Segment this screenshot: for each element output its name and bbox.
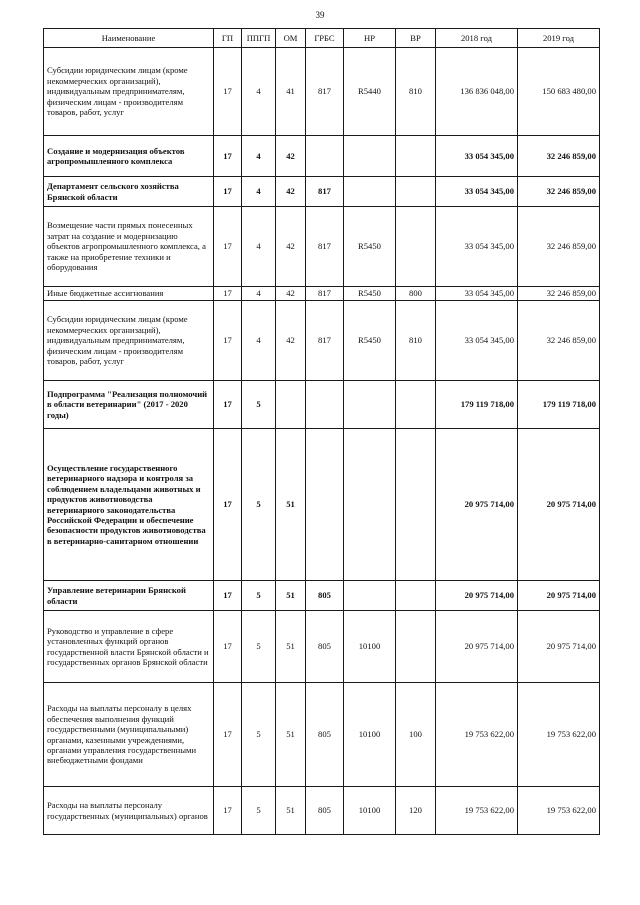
table-row [44, 581, 600, 611]
cell-vr: 120 [396, 787, 436, 835]
cell-2018: 20 975 714,00 [436, 611, 518, 683]
cell-vr [396, 381, 436, 429]
cell-2018: 33 054 345,00 [436, 177, 518, 207]
cell-name: Подпрограмма "Реализация полномочий в области ветеринарии" (2017 - 2020 годы) [44, 381, 214, 429]
cell-2018: 19 753 622,00 [436, 683, 518, 787]
table-row [44, 683, 600, 787]
table-row [44, 429, 600, 581]
column-header-gp: ГП [214, 29, 242, 48]
cell-ppgp: 4 [242, 136, 276, 177]
cell-gp: 17 [214, 48, 242, 136]
table-row [44, 207, 600, 287]
cell-name: Субсидии юридическим лицам (кроме некоммерческих организаций), индивидуальным предпринимателям, физическим лицам - производителям товаров, работ, услуг [44, 48, 214, 136]
cell-2018: 136 836 048,00 [436, 48, 518, 136]
cell-nr [344, 581, 396, 611]
cell-gp: 17 [214, 287, 242, 301]
cell-nr: 10100 [344, 787, 396, 835]
cell-ppgp: 5 [242, 611, 276, 683]
cell-ppgp: 4 [242, 207, 276, 287]
table-row [44, 48, 600, 136]
cell-grbs: 817 [306, 301, 344, 381]
column-header-grbs: ГРБС [306, 29, 344, 48]
cell-2018: 33 054 345,00 [436, 301, 518, 381]
table-row [44, 381, 600, 429]
table-row [44, 177, 600, 207]
cell-vr [396, 136, 436, 177]
cell-gp: 17 [214, 683, 242, 787]
cell-om: 51 [276, 683, 306, 787]
column-header-2018: 2018 год [436, 29, 518, 48]
column-header-vr: ВР [396, 29, 436, 48]
cell-2019: 20 975 714,00 [518, 429, 600, 581]
cell-2018: 33 054 345,00 [436, 287, 518, 301]
cell-grbs [306, 429, 344, 581]
column-header-name: Наименование [44, 29, 214, 48]
cell-gp: 17 [214, 581, 242, 611]
cell-2019: 19 753 622,00 [518, 683, 600, 787]
cell-gp: 17 [214, 611, 242, 683]
cell-grbs: 805 [306, 787, 344, 835]
cell-gp: 17 [214, 136, 242, 177]
cell-vr: 800 [396, 287, 436, 301]
cell-ppgp: 4 [242, 301, 276, 381]
cell-om: 42 [276, 136, 306, 177]
cell-nr: 10100 [344, 611, 396, 683]
cell-ppgp: 4 [242, 177, 276, 207]
cell-2018: 179 119 718,00 [436, 381, 518, 429]
cell-om: 51 [276, 611, 306, 683]
cell-name: Возмещение части прямых понесенных затрат на создание и модернизацию объектов агропромышленного комплекса, а также на приобретение техники и оборудования [44, 207, 214, 287]
table-row [44, 136, 600, 177]
cell-nr [344, 136, 396, 177]
cell-2019: 20 975 714,00 [518, 581, 600, 611]
cell-2018: 33 054 345,00 [436, 136, 518, 177]
table-row [44, 611, 600, 683]
cell-ppgp: 5 [242, 429, 276, 581]
cell-2019: 32 246 859,00 [518, 301, 600, 381]
table-header-row [44, 29, 600, 48]
cell-gp: 17 [214, 381, 242, 429]
cell-grbs: 817 [306, 48, 344, 136]
cell-vr [396, 207, 436, 287]
cell-name: Расходы на выплаты персоналу в целях обеспечения выполнения функций государственными (муниципальными) органами, казенными учреждениями, органами управления государственными внебюджетными фондами [44, 683, 214, 787]
cell-grbs: 805 [306, 581, 344, 611]
cell-name: Департамент сельского хозяйства Брянской области [44, 177, 214, 207]
table-row [44, 301, 600, 381]
table-row [44, 787, 600, 835]
cell-om: 41 [276, 48, 306, 136]
cell-vr: 100 [396, 683, 436, 787]
cell-name: Управление ветеринарии Брянской области [44, 581, 214, 611]
cell-nr: R5440 [344, 48, 396, 136]
cell-grbs [306, 381, 344, 429]
budget-table [43, 28, 600, 835]
cell-om: 42 [276, 177, 306, 207]
cell-grbs: 817 [306, 207, 344, 287]
cell-gp: 17 [214, 787, 242, 835]
cell-gp: 17 [214, 207, 242, 287]
cell-2019: 150 683 480,00 [518, 48, 600, 136]
cell-name: Субсидии юридическим лицам (кроме некоммерческих организаций), индивидуальным предпринимателям, физическим лицам - производителям товаров, работ, услуг [44, 301, 214, 381]
column-header-ppgp: ППГП [242, 29, 276, 48]
cell-vr [396, 611, 436, 683]
cell-2019: 19 753 622,00 [518, 787, 600, 835]
cell-om: 42 [276, 301, 306, 381]
cell-nr [344, 429, 396, 581]
cell-ppgp: 5 [242, 787, 276, 835]
cell-grbs: 805 [306, 611, 344, 683]
cell-vr [396, 177, 436, 207]
cell-om: 42 [276, 207, 306, 287]
cell-om: 51 [276, 581, 306, 611]
cell-gp: 17 [214, 177, 242, 207]
cell-ppgp: 4 [242, 48, 276, 136]
cell-vr [396, 429, 436, 581]
cell-grbs [306, 136, 344, 177]
cell-ppgp: 4 [242, 287, 276, 301]
cell-2019: 32 246 859,00 [518, 207, 600, 287]
page-number: 39 [315, 10, 325, 20]
cell-2019: 32 246 859,00 [518, 287, 600, 301]
table-body [44, 48, 600, 835]
cell-grbs: 805 [306, 683, 344, 787]
cell-grbs: 817 [306, 287, 344, 301]
table-row [44, 287, 600, 301]
cell-gp: 17 [214, 429, 242, 581]
cell-om: 51 [276, 787, 306, 835]
cell-vr: 810 [396, 301, 436, 381]
column-header-om: ОМ [276, 29, 306, 48]
cell-om: 42 [276, 287, 306, 301]
cell-name: Создание и модернизация объектов агропромышленного комплекса [44, 136, 214, 177]
cell-nr: R5450 [344, 207, 396, 287]
cell-ppgp: 5 [242, 683, 276, 787]
cell-name: Расходы на выплаты персоналу государственных (муниципальных) органов [44, 787, 214, 835]
cell-nr: R5450 [344, 287, 396, 301]
cell-2019: 20 975 714,00 [518, 611, 600, 683]
cell-grbs: 817 [306, 177, 344, 207]
cell-2019: 32 246 859,00 [518, 136, 600, 177]
cell-nr: R5450 [344, 301, 396, 381]
cell-2018: 20 975 714,00 [436, 581, 518, 611]
column-header-nr: НР [344, 29, 396, 48]
cell-nr: 10100 [344, 683, 396, 787]
cell-gp: 17 [214, 301, 242, 381]
cell-name: Иные бюджетные ассигнования [44, 287, 214, 301]
cell-name: Руководство и управление в сфере установленных функций органов государственной власти Брянской области и государственных органов Брянской области [44, 611, 214, 683]
cell-nr [344, 177, 396, 207]
cell-2019: 179 119 718,00 [518, 381, 600, 429]
cell-2018: 33 054 345,00 [436, 207, 518, 287]
cell-name: Осуществление государственного ветеринарного надзора и контроля за соблюдением владельцами животных и продуктов животноводства ветеринарного законодательства Российской Федерации и обеспечение безопасности продуктов животноводства в ветеринарно-санитарном отношении [44, 429, 214, 581]
cell-ppgp: 5 [242, 581, 276, 611]
cell-ppgp: 5 [242, 381, 276, 429]
cell-om [276, 381, 306, 429]
column-header-2019: 2019 год [518, 29, 600, 48]
cell-om: 51 [276, 429, 306, 581]
cell-2019: 32 246 859,00 [518, 177, 600, 207]
cell-vr: 810 [396, 48, 436, 136]
cell-vr [396, 581, 436, 611]
cell-2018: 19 753 622,00 [436, 787, 518, 835]
cell-nr [344, 381, 396, 429]
cell-2018: 20 975 714,00 [436, 429, 518, 581]
